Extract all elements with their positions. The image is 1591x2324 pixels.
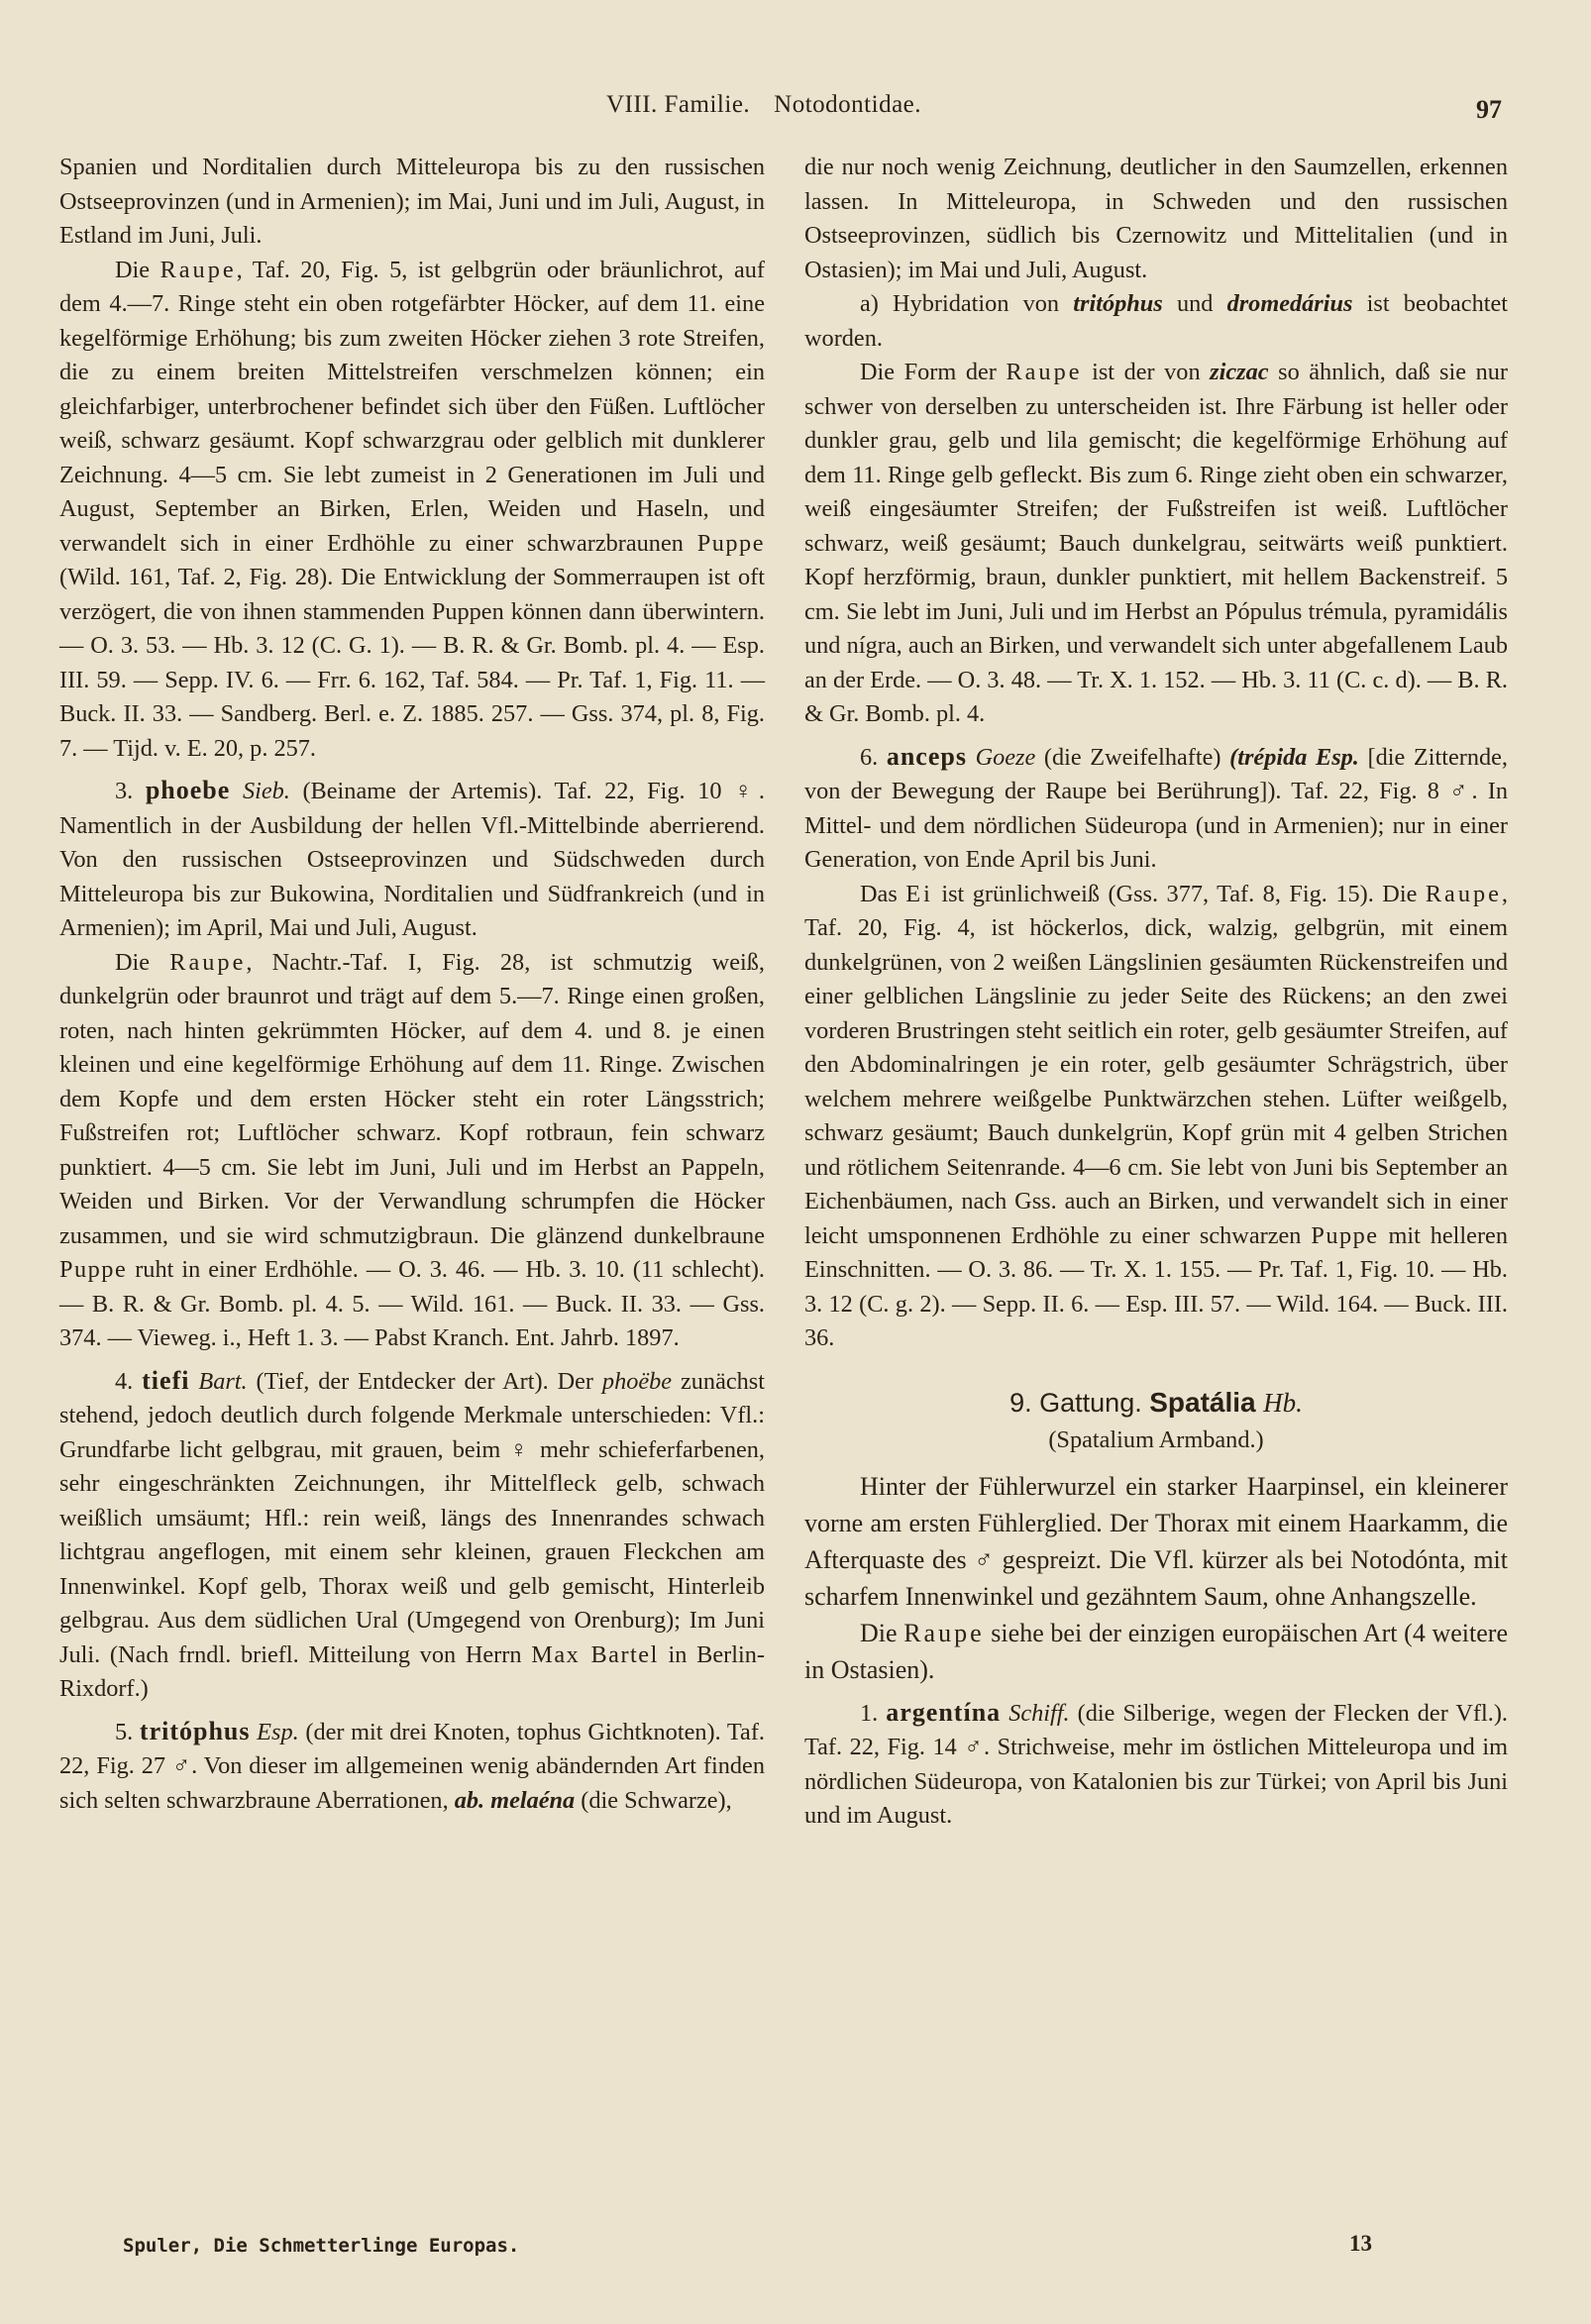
genus-name: Spatália [1149,1386,1256,1418]
species-reference: phoëbe [601,1367,673,1395]
running-title [606,91,921,119]
paragraph: die nur noch wenig Zeichnung, deutlicher in den Saumzellen, erkennen lassen. In Mitteleuropa, in Schweden und den russischen Ostseeprovinzen, südlich bis Czernowitz und Mittelitalien (und in Ostasien); im Mai und Juli, August. [804,154,1508,283]
species-entry: 1. argentína Schiff. (die Silberige, wegen der Flecken der Vfl.). Taf. 22, Fig. 14 ♂. Strichweise, mehr im östlichen Mitteleuropa und im nördlichen Südeuropa, von Katalonien bis zur Türkei; von April bis Juni und im August. [804,1697,1509,1829]
aberration-name: ab. melaéna [454,1786,576,1814]
species-reference: dromedárius [1226,290,1353,317]
term-raupe: Raupe [169,948,247,976]
paragraph: Die Raupe, Taf. 20, Fig. 5, ist gelbgrün oder bräunlichrot, auf dem 4.—7. Ringe steht ein oben rotgefärbter Höcker, auf dem 11. eine kegelförmige Erhöhung; bis zum zweiten Höcker ziehen 3 rote Streifen, die zu einem breiten Mittelstreifen verschmelzen können; ein gleichfarbiger, unterbrochener befindet sich über den Füßen. Luftlöcher weiß, schwarz gesäumt. Kopf schwarzgrau oder gelblich mit dunklerer Zeichnung. 4—5 cm. Sie lebt zumeist in 2 Generationen im Juli und August, September an Birken, Erlen, Weiden und Haseln, und verwandelt sich in einer Erdhöhle zu einer schwarzbraunen Puppe (Wild. 161, Taf. 2, Fig. 28). Die Entwicklung der Sommerraupen ist oft verzögert, die von ihnen stammenden Puppen können dann überwintern. — O. 3. 53. — Hb. 3. 12 (C. G. 1). — B. R. & Gr. Bomb. pl. 4. — Esp. III. 59. — Sepp. IV. 6. — Frr. 6. 162, Taf. 584. — Pr. Taf. 1, Fig. 11. — Buck. II. 33. — Sandberg. Berl. e. Z. 1885. 257. — Gss. 374, pl. 8, Fig. 7. — Tijd. v. E. 20, p. 257. [59,256,765,762]
species-name: tiefi [142,1365,190,1395]
paragraph: Die Raupe, Nachtr.-Taf. I, Fig. 28, ist schmutzig weiß, dunkelgrün oder braunrot und trägt auf dem 5.—7. Ringe einen großen, roten, nach hinten gekrümmten Höcker, auf dem 4. und 8. je einen kleinen und eine kegelförmige Erhöhung auf dem 11. Ringe. Zwischen dem Kopfe und dem ersten Höcker steht ein roter Längsstrich; Fußstreifen rot; Luftlöcher schwarz. Kopf rotbraun, fein schwarz punktiert. 4—5 cm. Sie lebt im Juni, Juli und im Herbst an Pappeln, Weiden und Birken. Vor der Verwandlung schrumpfen die Höcker zusammen, und sie wird schmutzigbraun. Die glänzend dunkelbraune Puppe ruht in einer Erdhöhle. — O. 3. 46. — Hb. 3. 10. (11 schlecht). — B. R. & Gr. Bomb. pl. 4. 5. — Wild. 161. — Buck. II. 33. — Gss. 374. — Vieweg. i., Heft 1. 3. — Pabst Kranch. Ent. Jahrb. 1897. [59,948,765,1351]
footer-book-title: Spuler, Die Schmetterlinge Europas. [123,2235,520,2257]
term-raupe: Raupe [159,256,237,283]
page-number: 97 [1476,95,1502,124]
term-ei: Ei [905,880,933,907]
genus-author: Hb. [1263,1387,1303,1418]
person-name: Max Bartel [531,1640,659,1668]
species-name: tritóphus [139,1716,251,1745]
species-name: argentína [886,1697,1002,1727]
genus-description: Hinter der Fühlerwurzel ein starker Haarpinsel, ein kleinerer vorne am ersten Fühlerglied. Der Thorax mit einem Haarkamm, die Afterquaste des ♂ gespreizt. Die Vfl. kürzer als bei Notodónta, mit scharfem Innenwinkel und gezähntem Saum, ohne Anhangszelle. [804,1471,1508,1611]
term-puppe: Puppe [696,529,765,557]
paragraph: a) Hybridation von tritóphus und dromedárius ist beobachtet worden. [804,290,1509,352]
species-author: Esp. [257,1718,299,1745]
page-header [0,91,1591,131]
family-name: Notodontidae. [774,91,922,118]
term-raupe: Raupe [1425,880,1502,907]
species-entry: 5. tritóphus Esp. (der mit drei Knoten, tophus Gichtknoten). Taf. 22, Fig. 27 ♂. Von dieser im allgemeinen wenig abändernden Art finden sich selten schwarzbraune Aberrationen, ab. melaéna (die Schwarze), [59,1716,766,1814]
family-label: VIII. Familie. [606,91,751,118]
species-author: Bart. [198,1367,248,1395]
term-raupe: Raupe [903,1618,985,1647]
species-name: phoebe [145,776,231,804]
genus-description: Die Raupe siehe bei der einzigen europäischen Art (4 weitere in Ostasien). [804,1618,1508,1684]
genus-heading: 9. Gattung. Spatália Hb. [1009,1386,1303,1418]
genus-subtitle: (Spatalium Armband.) [1048,1426,1264,1453]
term-puppe: Puppe [59,1256,128,1283]
species-author: Sieb. [242,778,290,804]
species-entry: 6. anceps Goeze (die Zweifelhafte) (trépida Esp. [die Zitternde, von der Bewegung der Raupe bei Berührung]). Taf. 22, Fig. 8 ♂. In Mittel- und dem nördlichen Südeuropa (und in Armenien); nur in einer Generation, von Ende April bis Juni. [804,741,1509,873]
paragraph: Die Form der Raupe ist der von ziczac so ähnlich, daß sie nur schwer von derselben zu unterscheiden ist. Ihre Färbung ist heller oder dunkler grau, gelb und lila gemischt; die kegelförmige Erhöhung auf dem 11. Ringe gelb gefleckt. Bis zum 6. Ringe zieht oben ein schwarzer, weiß eingesäumter Streifen; der Fußstreifen ist weiß. Luftlöcher schwarz, weiß gesäumt; Bauch dunkelgrau, seitwärts weiß punktiert. Kopf herzförmig, braun, dunkler punktiert, mit hellem Backenstreif. 5 cm. Sie lebt im Juni, Juli und im Herbst an Pópulus trémula, pyramidális und nígra, auch an Birken, und verwandelt sich unter abgefallenem Laub an der Erde. — O. 3. 48. — Tr. X. 1. 152. — Hb. 3. 11 (C. c. d). — B. R. & Gr. Bomb. pl. 4. [804,359,1508,727]
species-name: anceps [886,741,967,771]
right-column [804,151,1508,1834]
paragraph: Spanien und Norditalien durch Mitteleuropa bis zu den russischen Ostseeprovinzen (und in Armenien); im Mai, Juni und im Juli, August, in Estland im Juni, Juli. [59,154,765,249]
footer-sheet-number: 13 [1349,2231,1372,2256]
paragraph: Das Ei ist grünlichweiß (Gss. 377, Taf. 8, Fig. 15). Die Raupe, Taf. 20, Fig. 4, ist höckerlos, dick, walzig, gelbgrün, mit einem dunkelgrünen, von 2 weißen Längslinien gesäumten Rückenstreifen und einer gelblichen Längslinie zu jeder Seite des Rückens; an den zwei vorderen Brustringen steht seitlich ein roter, gelb gesäumter Streifen, auf den Abdominalringen je ein roter, gelb gesäumter Schrägstrich, über welchem mehrere weißgelbe Punktwärzchen stehen. Lüfter weißgelb, schwarz gesäumt; Bauch dunkelgrün, Kopf grün mit 4 gelben Strichen und rötlichem Seitenrande. 4—6 cm. Sie lebt von Juni bis September an Eichenbäumen, nach Gss. auch an Birken, und verwandelt sich in einer leicht umsponnenen Erdhöhle zu einer schwarzen Puppe mit helleren Einschnitten. — O. 3. 86. — Tr. X. 1. 155. — Pr. Taf. 1, Fig. 10. — Hb. 3. 12 (C. g. 2). — Sepp. II. 6. — Esp. III. 57. — Wild. 164. — Buck. III. 36. [804,880,1508,1351]
left-column [59,151,765,1818]
term-puppe: Puppe [1311,1221,1379,1249]
species-reference: ziczac [1210,359,1269,385]
species-entry: 4. tiefi Bart. (Tief, der Entdecker der Art). Der phoëbe zunächst stehend, jedoch deutlich durch folgende Merkmale unterschieden: Vfl.: Grundfarbe licht gelbgrau, mit grauen, beim ♀ mehr schieferfarbenen, sehr eingeschränkten Zeichnungen, ihr Mittelfleck gelb, schwach weißlich umsäumt; Hfl.: rein weiß, längs des Innenrandes schwach lichtgrau angeflogen, mit einem sehr kleinen, grauen Fleckchen am Innenwinkel. Kopf gelb, Thorax weiß und gelb gemischt, Hinterleib gelbgrau. Aus dem südlichen Ural (Umgegend von Orenburg); Im Juni Juli. (Nach frndl. briefl. Mitteilung von Herrn Max Bartel in Berlin-Rixdorf.) [59,1365,766,1702]
species-author: Schiff. [1008,1699,1070,1727]
synonym: (trépida Esp. [1229,743,1359,771]
term-raupe: Raupe [1006,359,1083,385]
species-reference: tritóphus [1073,290,1163,317]
species-entry: 3. phoebe Sieb. (Beiname der Artemis). Taf. 22, Fig. 10 ♀. Namentlich in der Ausbildung der hellen Vfl.-Mittelbinde aberrierend. Von den russischen Ostseeprovinzen und Südschweden durch Mitteleuropa bis zur Bukowina, Norditalien und Südfrankreich (und in Armenien); im April, Mai und Juli, August. [59,776,765,941]
species-author: Goeze [975,743,1036,771]
